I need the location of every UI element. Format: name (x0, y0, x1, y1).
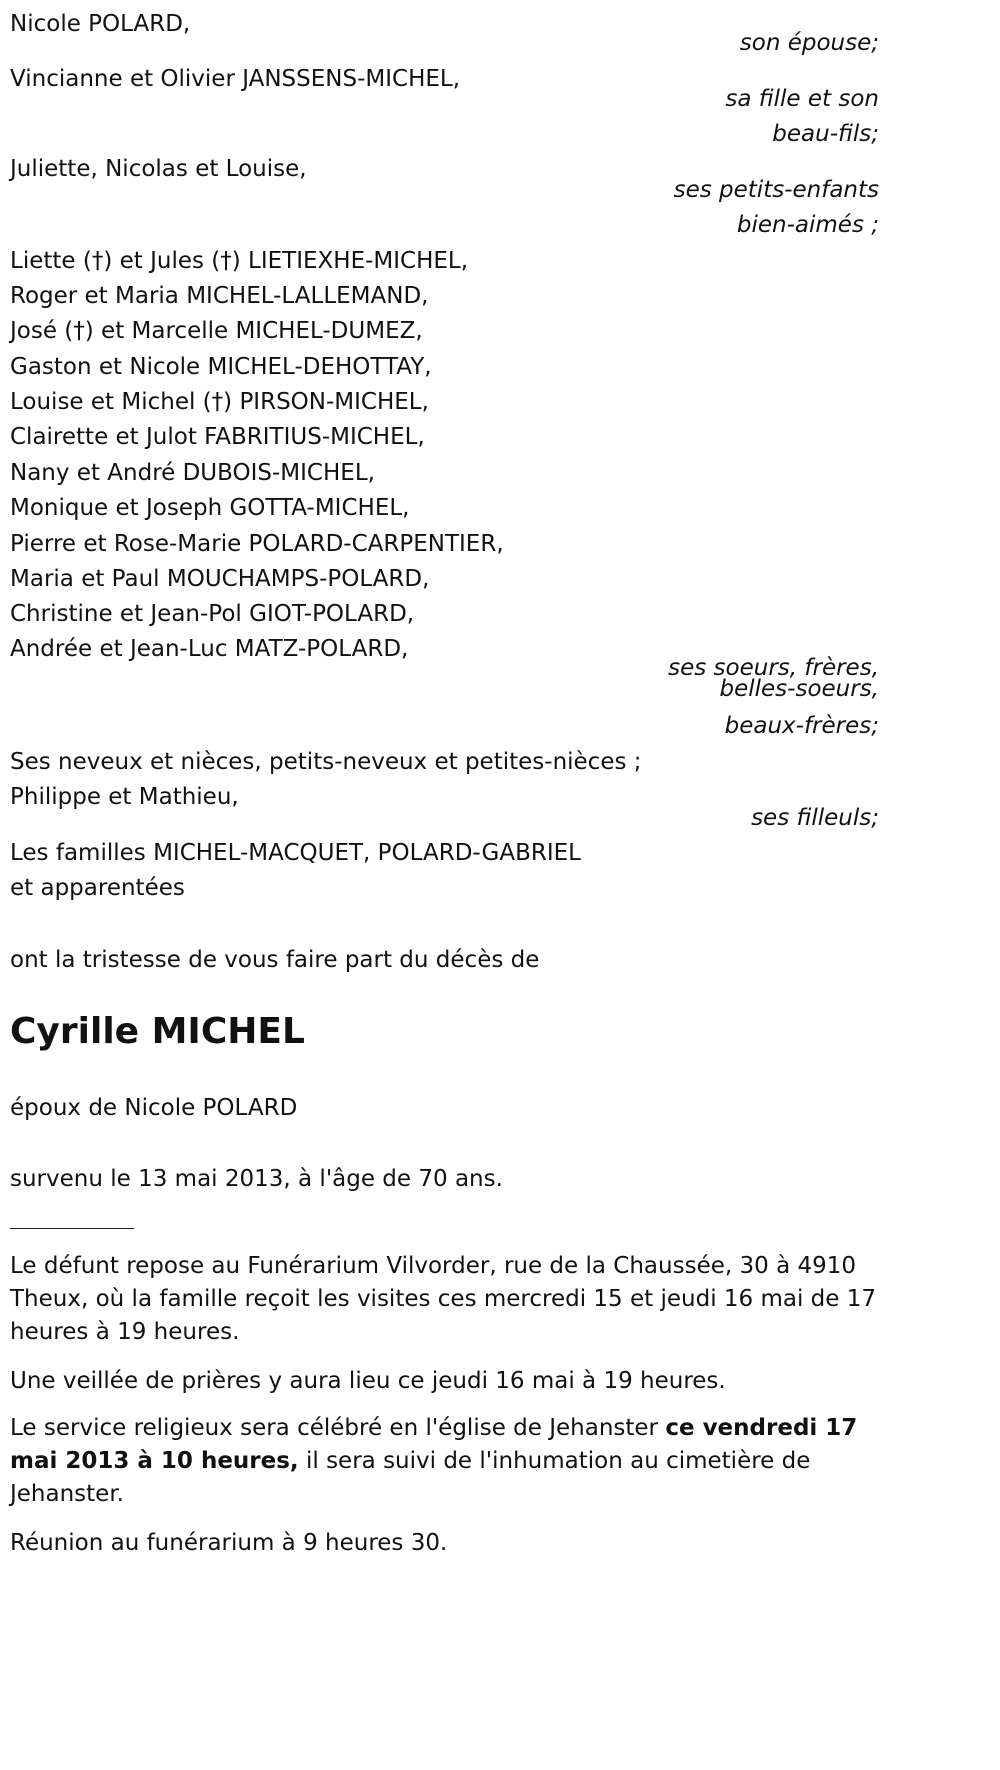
family-name-line: Juliette, Nicolas et Louise, (10, 156, 307, 182)
family-name-line: Roger et Maria MICHEL-LALLEMAND, (10, 283, 429, 309)
family-name-line: José (†) et Marcelle MICHEL-DUMEZ, (10, 318, 423, 344)
service-text: Le service religieux sera célébré en l'église de Jehanster (10, 1415, 666, 1441)
family-name-line: Nicole POLARD, (10, 11, 191, 37)
relation-label: beaux-frères; (724, 713, 879, 739)
relation-label: beau-fils; (772, 121, 879, 147)
family-name-line: Liette (†) et Jules (†) LIETIEXHE-MICHEL, (10, 248, 469, 274)
family-name-line: Ses neveux et nièces, petits-neveux et petites-nièces ; (10, 749, 642, 775)
visitation-paragraph: Le défunt repose au Funérarium Vilvorder, rue de la Chaussée, 30 à 4910 Theux, où la famille reçoit les visites ces mercredi 15 et jeudi 16 mai de 17 heures à 19 heures. (10, 1253, 877, 1345)
service-paragraph (10, 1412, 880, 1511)
relation-label: son épouse; (739, 30, 879, 56)
spouse-line: époux de Nicole POLARD (10, 1095, 298, 1121)
family-name-line: Gaston et Nicole MICHEL-DEHOTTAY, (10, 354, 432, 380)
relation-label: belles-soeurs, (719, 676, 879, 702)
service-text-after: il sera suivi de l'inhumation au cimetière de Jehanster. (10, 1448, 811, 1507)
death-line: survenu le 13 mai 2013, à l'âge de 70 ans. (10, 1166, 503, 1192)
family-name-line: Philippe et Mathieu, (10, 784, 239, 810)
vigil-paragraph: Une veillée de prières y aura lieu ce jeudi 16 mai à 19 heures. (10, 1368, 726, 1394)
family-name-line: Les familles MICHEL-MACQUET, POLARD-GABRIEL (10, 840, 581, 866)
family-name-line: et apparentées (10, 875, 185, 901)
relation-label: bien-aimés ; (736, 212, 879, 238)
relation-label: sa fille et son (725, 86, 879, 112)
family-name-line: Andrée et Jean-Luc MATZ-POLARD, (10, 636, 409, 662)
family-name-line: Vincianne et Olivier JANSSENS-MICHEL, (10, 66, 461, 92)
relation-label: ses soeurs, frères, (668, 655, 879, 681)
announcement-text: ont la tristesse de vous faire part du décès de (10, 947, 540, 973)
separator-line (10, 1228, 134, 1229)
relation-label: ses filleuls; (751, 805, 879, 831)
deceased-name: Cyrille MICHEL (10, 1011, 305, 1052)
family-name-line: Pierre et Rose-Marie POLARD-CARPENTIER, (10, 531, 504, 557)
family-name-line: Christine et Jean-Pol GIOT-POLARD, (10, 601, 415, 627)
family-name-line: Clairette et Julot FABRITIUS-MICHEL, (10, 424, 425, 450)
family-name-line: Louise et Michel (†) PIRSON-MICHEL, (10, 389, 429, 415)
family-name-line: Monique et Joseph GOTTA-MICHEL, (10, 495, 410, 521)
reunion-paragraph: Réunion au funérarium à 9 heures 30. (10, 1530, 448, 1556)
family-name-line: Maria et Paul MOUCHAMPS-POLARD, (10, 566, 430, 592)
relation-label: ses petits-enfants (673, 177, 879, 203)
service-date-bold: ce vendredi 17 mai 2013 à 10 heures, (10, 1415, 858, 1474)
family-name-line: Nany et André DUBOIS-MICHEL, (10, 460, 375, 486)
